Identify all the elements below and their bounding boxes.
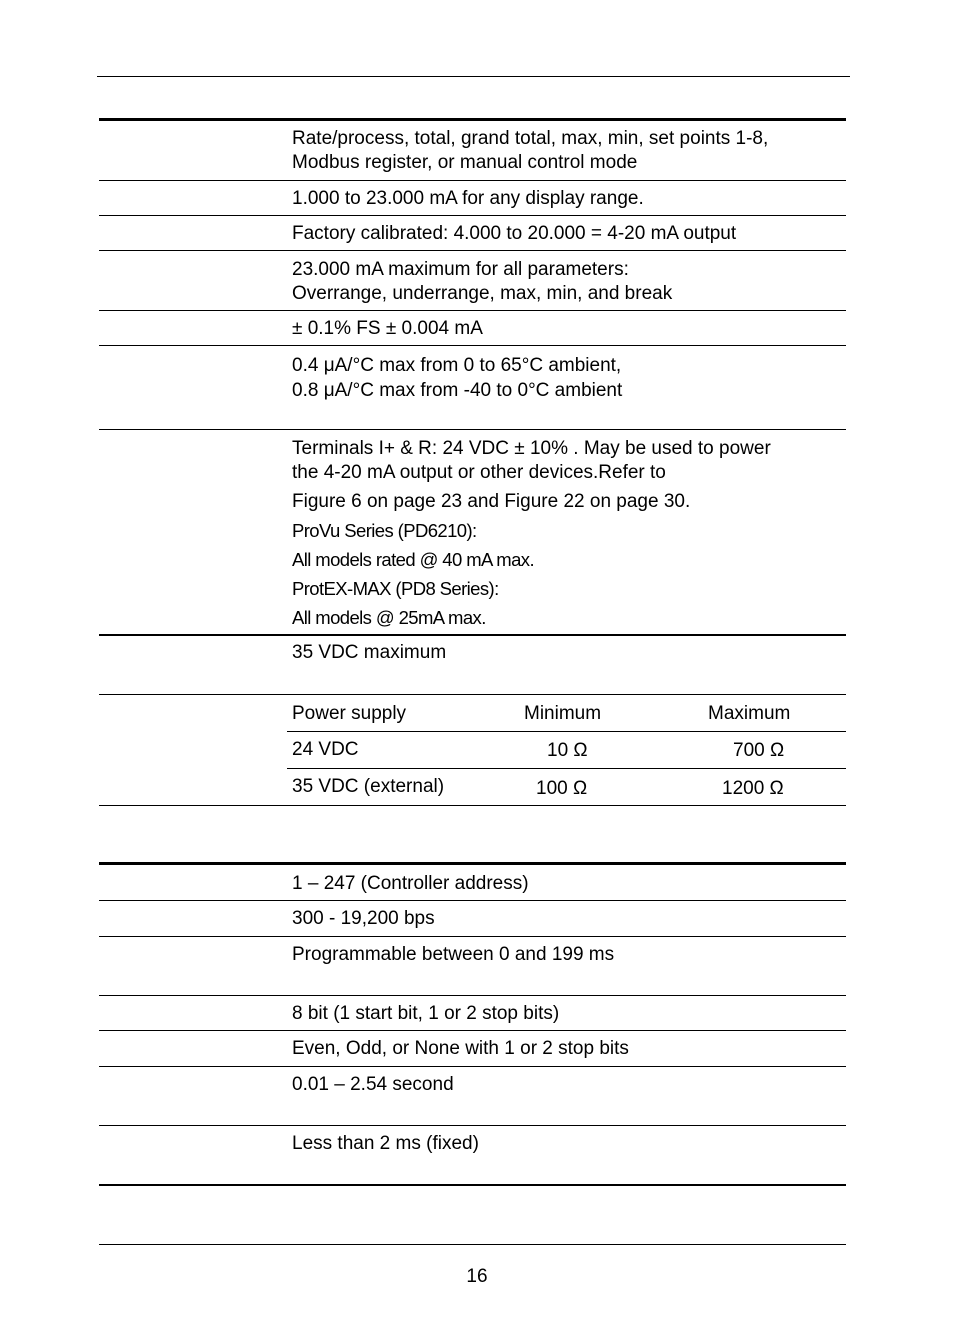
loop-header-supply: Power supply [292,703,407,724]
row-divider [99,1066,846,1067]
modbus-turn-around: Less than 2 ms (fixed) [292,1133,479,1154]
footer-rule [99,1244,846,1245]
row-divider [99,694,846,695]
analog-out-line-2: Overrange, underrange, max, min, and break [292,283,673,304]
row-divider [99,900,846,901]
calibration: Factory calibrated: 4.000 to 20.000 = 4-20 mA output [292,223,737,244]
isolated-line-2: the 4-20 mA output or other devices.Refer to [292,462,666,483]
table-bottom-rule [99,805,846,806]
temp-drift-line-2: 0.8 μA/°C max from -40 to 0°C ambient [292,380,623,401]
modbus-transmit-delay: Programmable between 0 and 199 ms [292,944,615,965]
loop-row-1-max: 700 Ω [733,740,785,761]
external-supply: 35 VDC maximum [292,642,447,663]
source-line-2: Modbus register, or manual control mode [292,152,638,173]
row-divider [99,936,846,937]
scaling-range: 1.000 to 23.000 mA for any display range. [292,188,644,209]
row-divider [99,215,846,216]
row-divider [99,995,846,996]
modbus-byte-timeout: 0.01 – 2.54 second [292,1074,454,1095]
loop-row-2-min: 100 Ω [536,778,588,799]
table-top-rule [99,118,846,121]
row-divider [99,250,846,251]
isolated-line-1: Terminals I+ & R: 24 VDC ± 10% . May be used to power [292,438,771,459]
isolated-line-3: Figure 6 on page 23 and Figure 22 on page 30. [292,491,691,512]
row-divider [287,731,846,732]
isolated-line-5: All models rated @ 40 mA max. [292,549,534,570]
isolated-line-4: ProVu Series (PD6210): [292,520,477,541]
isolated-line-6: ProtEX-MAX (PD8 Series): [292,578,499,599]
modbus-data: 8 bit (1 start bit, 1 or 2 stop bits) [292,1003,560,1024]
loop-header-minimum: Minimum [524,703,602,724]
row-divider [99,1030,846,1031]
loop-row-1-min: 10 Ω [547,740,588,761]
isolated-line-7: All models @ 25mA max. [292,607,486,628]
modbus-baud: 300 - 19,200 bps [292,908,435,929]
header-rule [97,76,850,77]
table-bottom-rule [99,1184,846,1186]
row-divider [99,634,846,636]
loop-row-1-supply: 24 VDC [292,739,359,760]
loop-header-maximum: Maximum [708,703,791,724]
row-divider [99,1125,846,1126]
row-divider [99,180,846,181]
row-divider [287,768,846,769]
temp-drift-line-1: 0.4 μA/°C max from 0 to 65°C ambient, [292,355,622,376]
row-divider [99,345,846,346]
loop-row-2-supply: 35 VDC (external) [292,776,445,797]
loop-row-2-max: 1200 Ω [722,778,784,799]
modbus-address: 1 – 247 (Controller address) [292,873,529,894]
row-divider [99,429,846,430]
modbus-parity: Even, Odd, or None with 1 or 2 stop bits [292,1038,629,1059]
analog-out-line-1: 23.000 mA maximum for all parameters: [292,259,629,280]
table-top-rule [99,862,846,865]
accuracy: ± 0.1% FS ± 0.004 mA [292,318,483,339]
row-divider [99,310,846,311]
page-number: 16 [466,1266,488,1287]
source-line-1: Rate/process, total, grand total, max, min, set points 1-8, [292,128,769,149]
